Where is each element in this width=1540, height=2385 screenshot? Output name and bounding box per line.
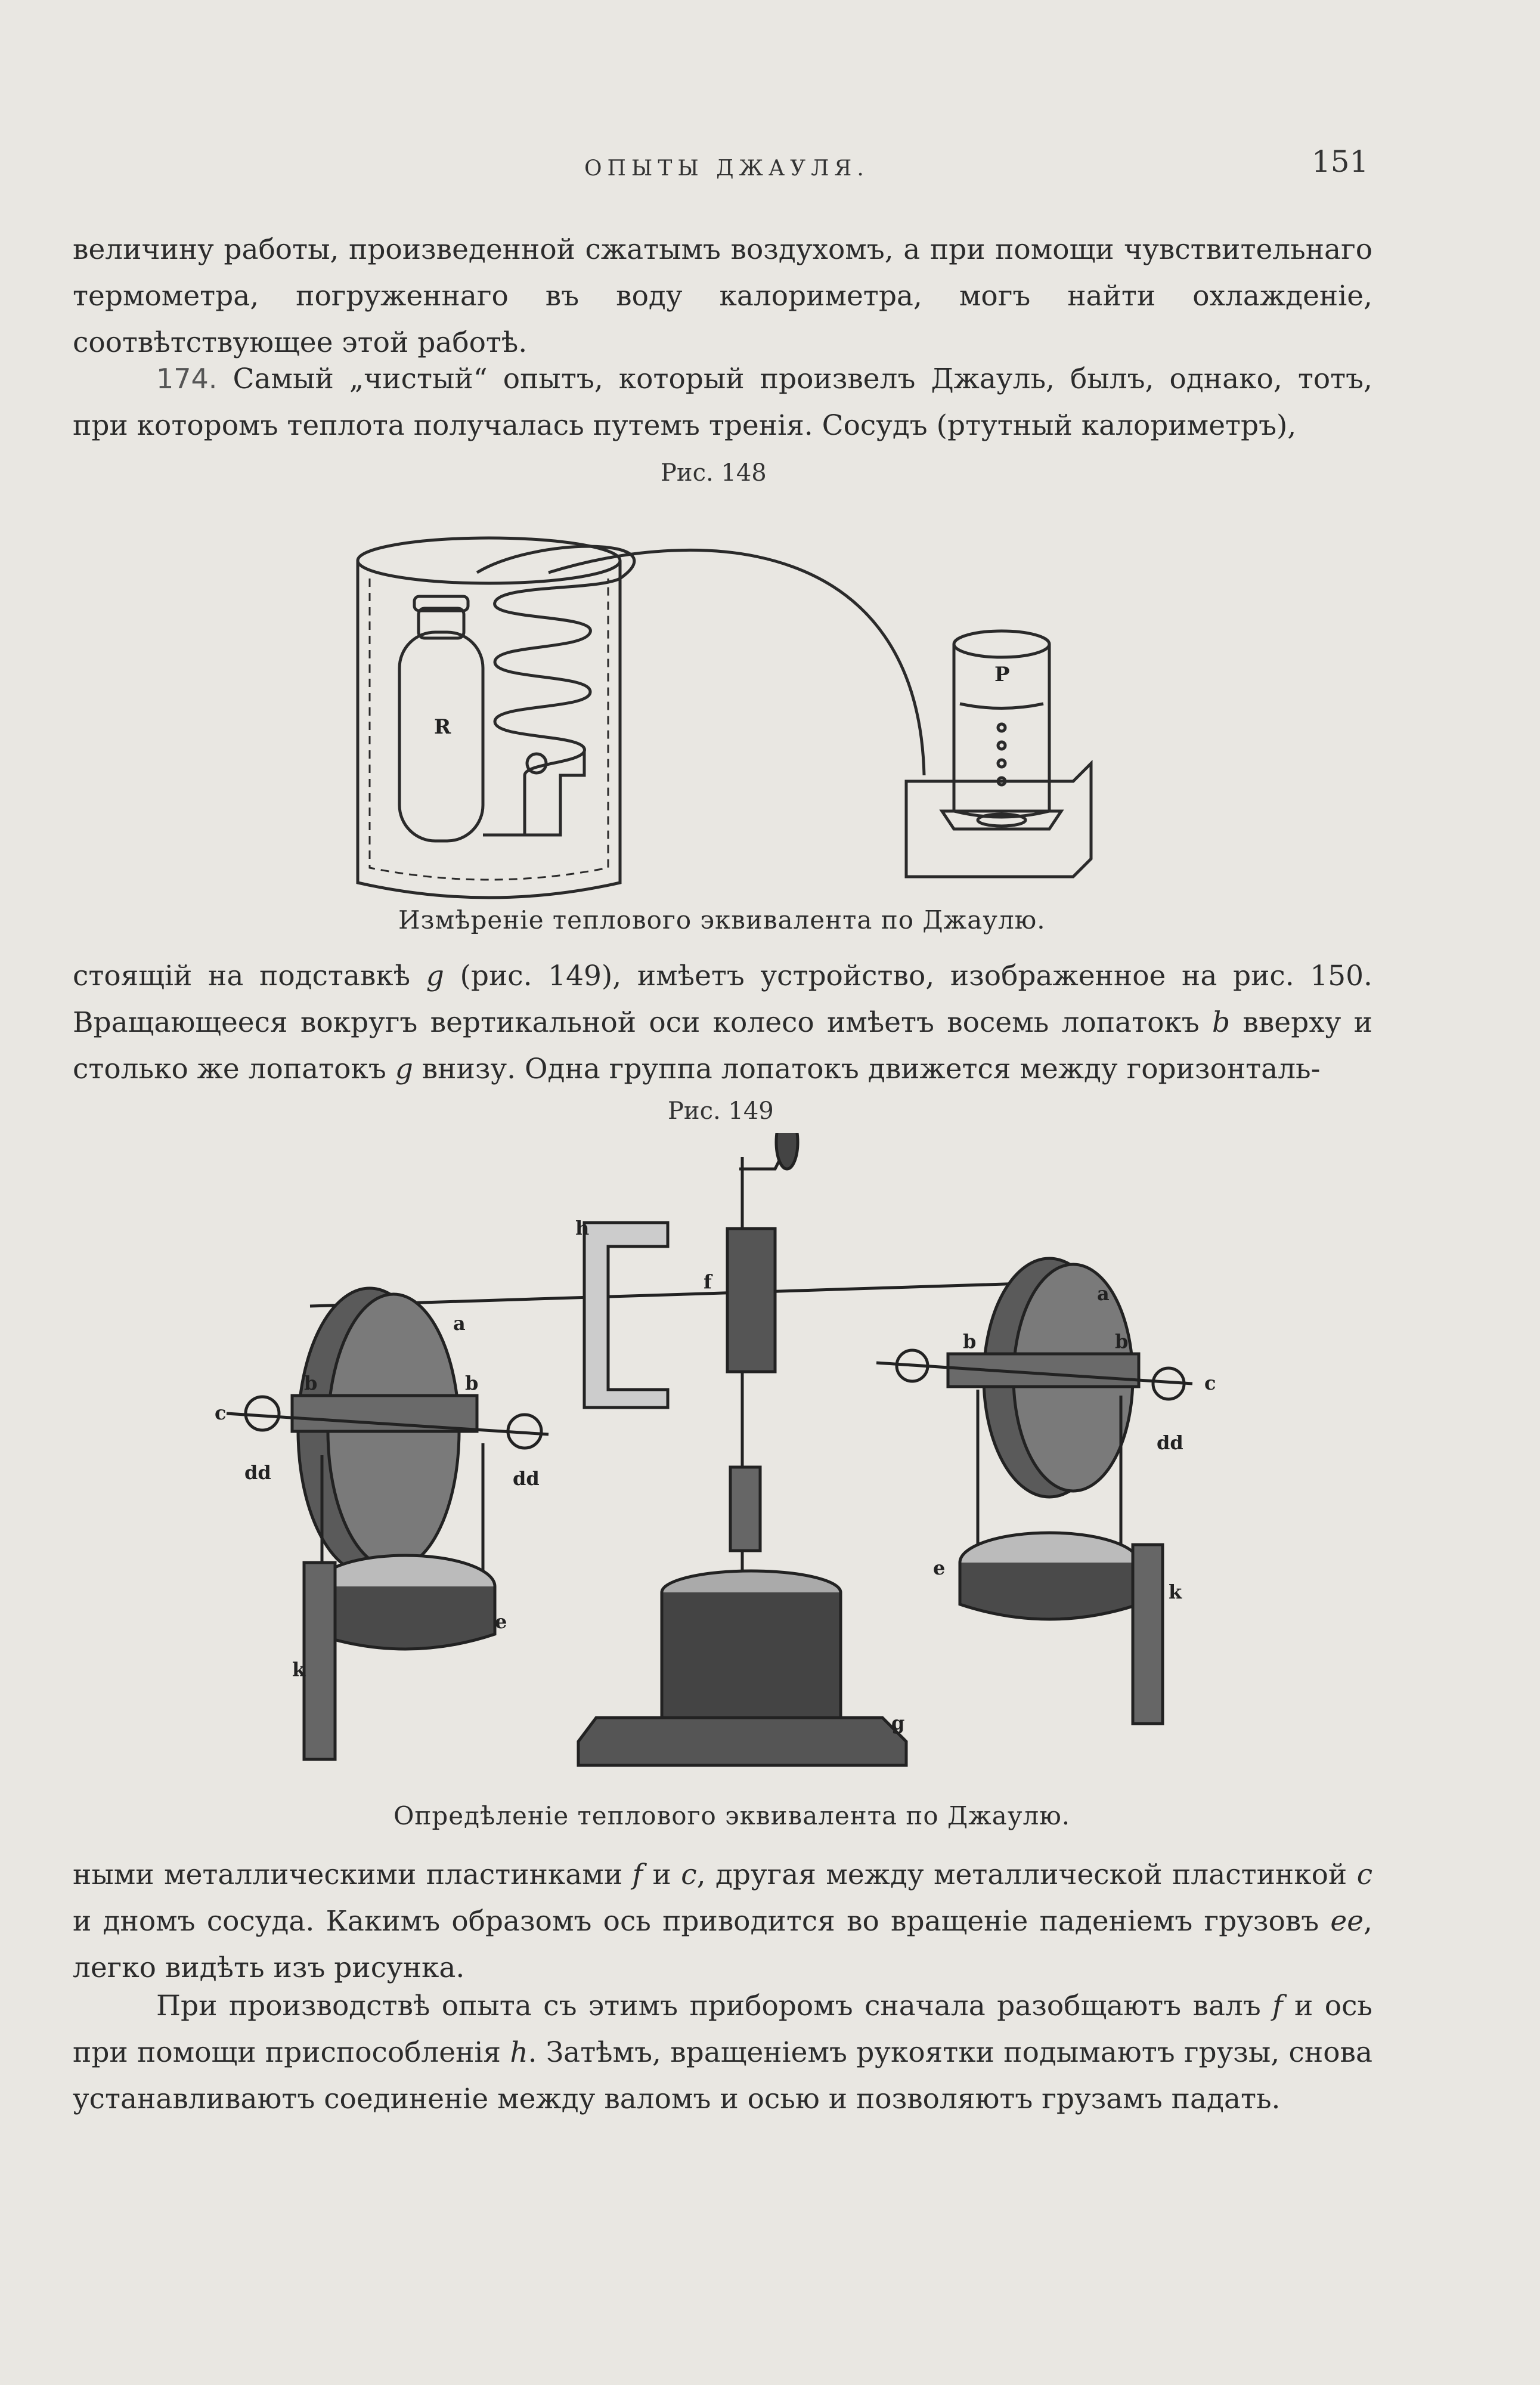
label-dd-left-2: dd (513, 1467, 540, 1490)
label-e-right: e (933, 1557, 946, 1579)
paragraph-3-part-4: внизу. Одна группа лопатокъ движется между горизонталь- (413, 1053, 1321, 1085)
paragraph-5-part-1: При производствѣ опыта съ этимъ приборомъ сначала разобщаютъ валъ (156, 1990, 1273, 2022)
figure-148-letter-P: P (994, 663, 1010, 686)
paragraph-5-part-2: и ось при помощи приспособленія (73, 1990, 1372, 2069)
figure-148-caption: Измѣреніе теплового эквивалента по Джаулю. (398, 905, 1046, 935)
paragraph-4-part-4: и дномъ сосуда. Какимъ образомъ ось приводится во вращеніе паденіемъ грузовъ (73, 1905, 1331, 1938)
label-k-left: k (292, 1658, 306, 1681)
label-c-right: c (1204, 1372, 1216, 1394)
var-b: b (1211, 1006, 1231, 1039)
paragraph-3-part-3: вверху и столько же лопатокъ (73, 1006, 1373, 1085)
label-b-left-2: b (465, 1372, 479, 1394)
label-h: h (575, 1217, 590, 1239)
paragraph-174 (73, 355, 1372, 449)
var-c: c (1356, 1858, 1373, 1891)
running-title: ОПЫТЫ ДЖАУЛЯ. (584, 156, 869, 181)
paragraph-5-part-3: . Затѣмъ, вращеніемъ рукоятки подымаютъ грузы, снова устанавливаютъ соединеніе между валомъ и осью и позволяютъ грузамъ падать. (73, 2036, 1372, 2115)
var-h: h (510, 2036, 528, 2069)
var-g: g (426, 960, 444, 992)
paragraph-3-part-2: (рис. 149), имѣетъ устройство, изображенное на рис. 150. Вращающееся вокругъ вертикальной оси колесо имѣетъ восемь лопатокъ (73, 960, 1372, 1039)
var-c: c (681, 1858, 697, 1891)
paragraph-174-text: Самый „чистый“ опытъ, который произвелъ Джауль, былъ, однако, тотъ, при которомъ теплота получалась путемъ тренія. Сосудъ (ртутный калориметръ), (73, 363, 1372, 442)
var-g: g (395, 1053, 413, 1085)
figure-149-label: Рис. 149 (668, 1097, 774, 1125)
paragraph-4-part-3: , другая между металлической пластинкой (696, 1858, 1357, 1891)
paragraph-5 (73, 1983, 1372, 2123)
paragraph-3 (73, 953, 1372, 1093)
figure-149-caption: Опредѣленіе теплового эквивалента по Джаулю. (393, 1801, 1071, 1830)
label-e-left: e (495, 1610, 507, 1633)
paragraph-4-part-2: и (643, 1858, 681, 1891)
paragraph-1: величину работы, произведенной сжатымъ воздухомъ, а при помощи чувствительнаго термометра, погруженнаго въ воду калориметра, могъ найти охлажденіе, соотвѣтствующее этой работѣ. (73, 233, 1372, 359)
var-ee: ee (1330, 1905, 1364, 1938)
paragraph-4 (73, 1852, 1372, 1991)
paragraph-4-part-1: ными металлическими пластинками (73, 1858, 633, 1891)
figure-148-label: Рис. 148 (661, 459, 767, 487)
label-g: g (891, 1712, 905, 1734)
paragraph-3-part-1: стоящій на подставкѣ (73, 960, 426, 992)
label-c-left: c (215, 1402, 227, 1424)
label-a-left: a (453, 1312, 466, 1335)
label-k-right: k (1169, 1580, 1182, 1603)
label-a-right: a (1097, 1282, 1110, 1305)
label-f: f (704, 1270, 712, 1293)
page-number: 151 (1312, 144, 1369, 179)
label-b-right-2: b (1115, 1330, 1129, 1353)
figure-148-letter-R: R (434, 715, 451, 739)
var-f: f (1272, 1990, 1283, 2022)
label-dd-right: dd (1157, 1431, 1183, 1454)
var-f: f (632, 1858, 643, 1891)
label-b-left-1: b (304, 1372, 318, 1394)
section-number: 174. (156, 363, 218, 395)
figure-149-illustration (215, 1133, 1264, 1777)
paragraph-4-part-5: , легко видѣть изъ рисунка. (73, 1905, 1372, 1984)
label-dd-left-1: dd (244, 1461, 271, 1484)
label-b-right-1: b (963, 1330, 977, 1353)
figure-148-illustration (346, 525, 1121, 907)
